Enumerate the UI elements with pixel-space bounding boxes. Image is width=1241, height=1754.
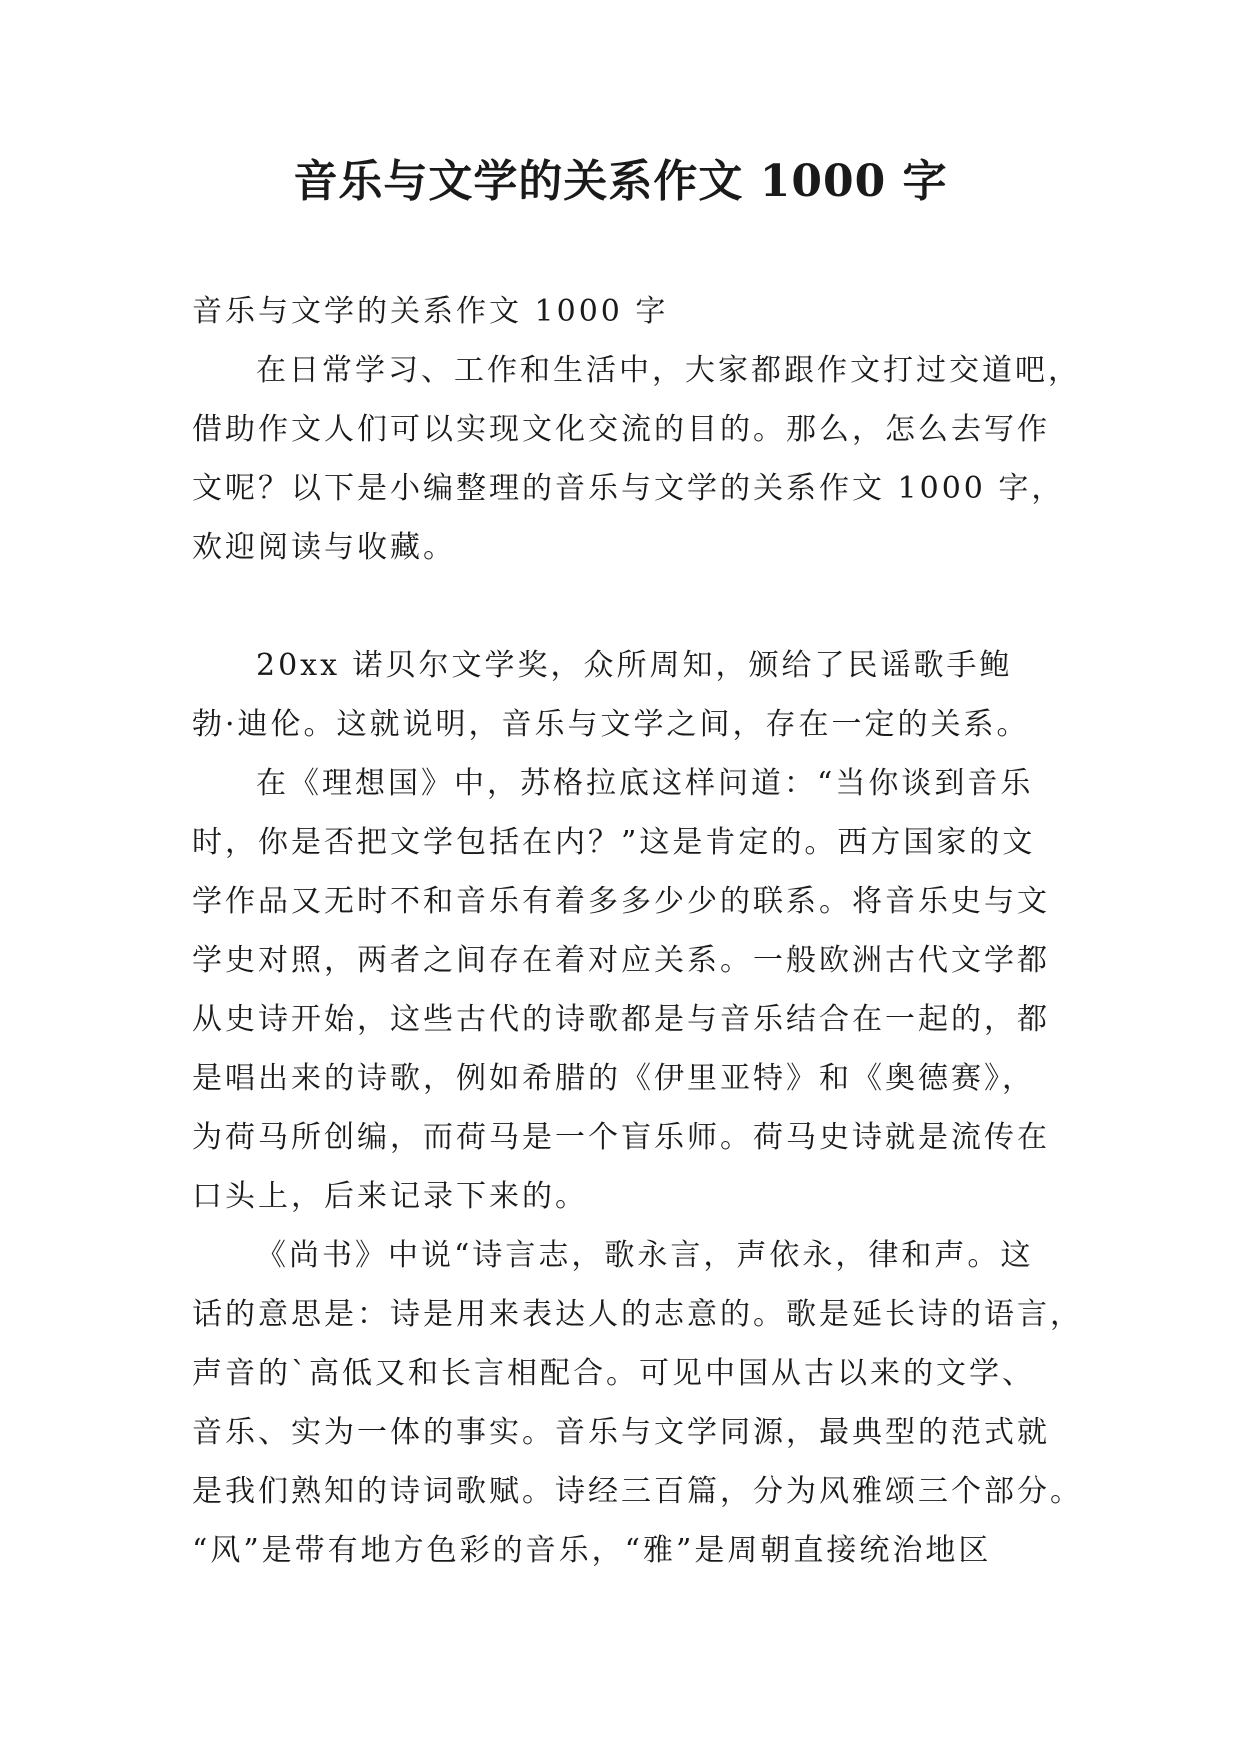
text-line: 《尚书》中说“诗言志，歌永言，声依永，律和声。这 [256,1238,1034,1273]
text-line: 从史诗开始，这些古代的诗歌都是与音乐结合在一起的，都 [192,1002,1050,1037]
text-line: 在《理想国》中，苏格拉底这样问道：“当你谈到音乐 [256,766,1034,801]
text-line: “风”是带有地方色彩的音乐，“雅”是周朝直接统治地区 [192,1533,992,1568]
text-line: 为荷马所创编，而荷马是一个盲乐师。荷马史诗就是流传在 [192,1120,1050,1155]
text-line: 口头上，后来记录下来的。 [192,1179,588,1214]
document-title: 音乐与文学的关系作文 1000 字 [293,156,948,207]
text-line: 文呢？以下是小编整理的音乐与文学的关系作文 1000 字， [192,471,1065,506]
text-line: 20xx 诺贝尔文学奖，众所周知，颁给了民谣歌手鲍 [256,648,1013,683]
text-line: 声音的`高低又和长言相配合。可见中国从古以来的文学、 [192,1356,1035,1391]
text-line: 学作品又无时不和音乐有着多多少少的联系。将音乐史与文 [192,884,1050,919]
text-line: 是我们熟知的诗词歌赋。诗经三百篇，分为风雅颂三个部分。 [192,1474,1083,1509]
text-line: 时，你是否把文学包括在内？”这是肯定的。西方国家的文 [192,825,1036,860]
text-line: 是唱出来的诗歌，例如希腊的《伊里亚特》和《奥德赛》， [192,1061,1035,1096]
document-body [192,282,1083,1580]
text-line: 勃·迪伦。这就说明，音乐与文学之间，存在一定的关系。 [192,707,1030,742]
blank-line [192,577,1062,636]
text-line: 借助作文人们可以实现文化交流的目的。那么，怎么去写作 [192,412,1050,447]
text-line: 话的意思是：诗是用来表达人的志意的。歌是延长诗的语言， [192,1297,1083,1332]
text-line: 音乐、实为一体的事实。音乐与文学同源，最典型的范式就 [192,1415,1050,1450]
text-line: 音乐与文学的关系作文 1000 字 [192,294,669,329]
text-line: 学史对照，两者之间存在着对应关系。一般欧洲古代文学都 [192,943,1050,978]
text-line: 在日常学习、工作和生活中，大家都跟作文打过交道吧， [256,353,1081,388]
text-line: 欢迎阅读与收藏。 [192,530,456,565]
